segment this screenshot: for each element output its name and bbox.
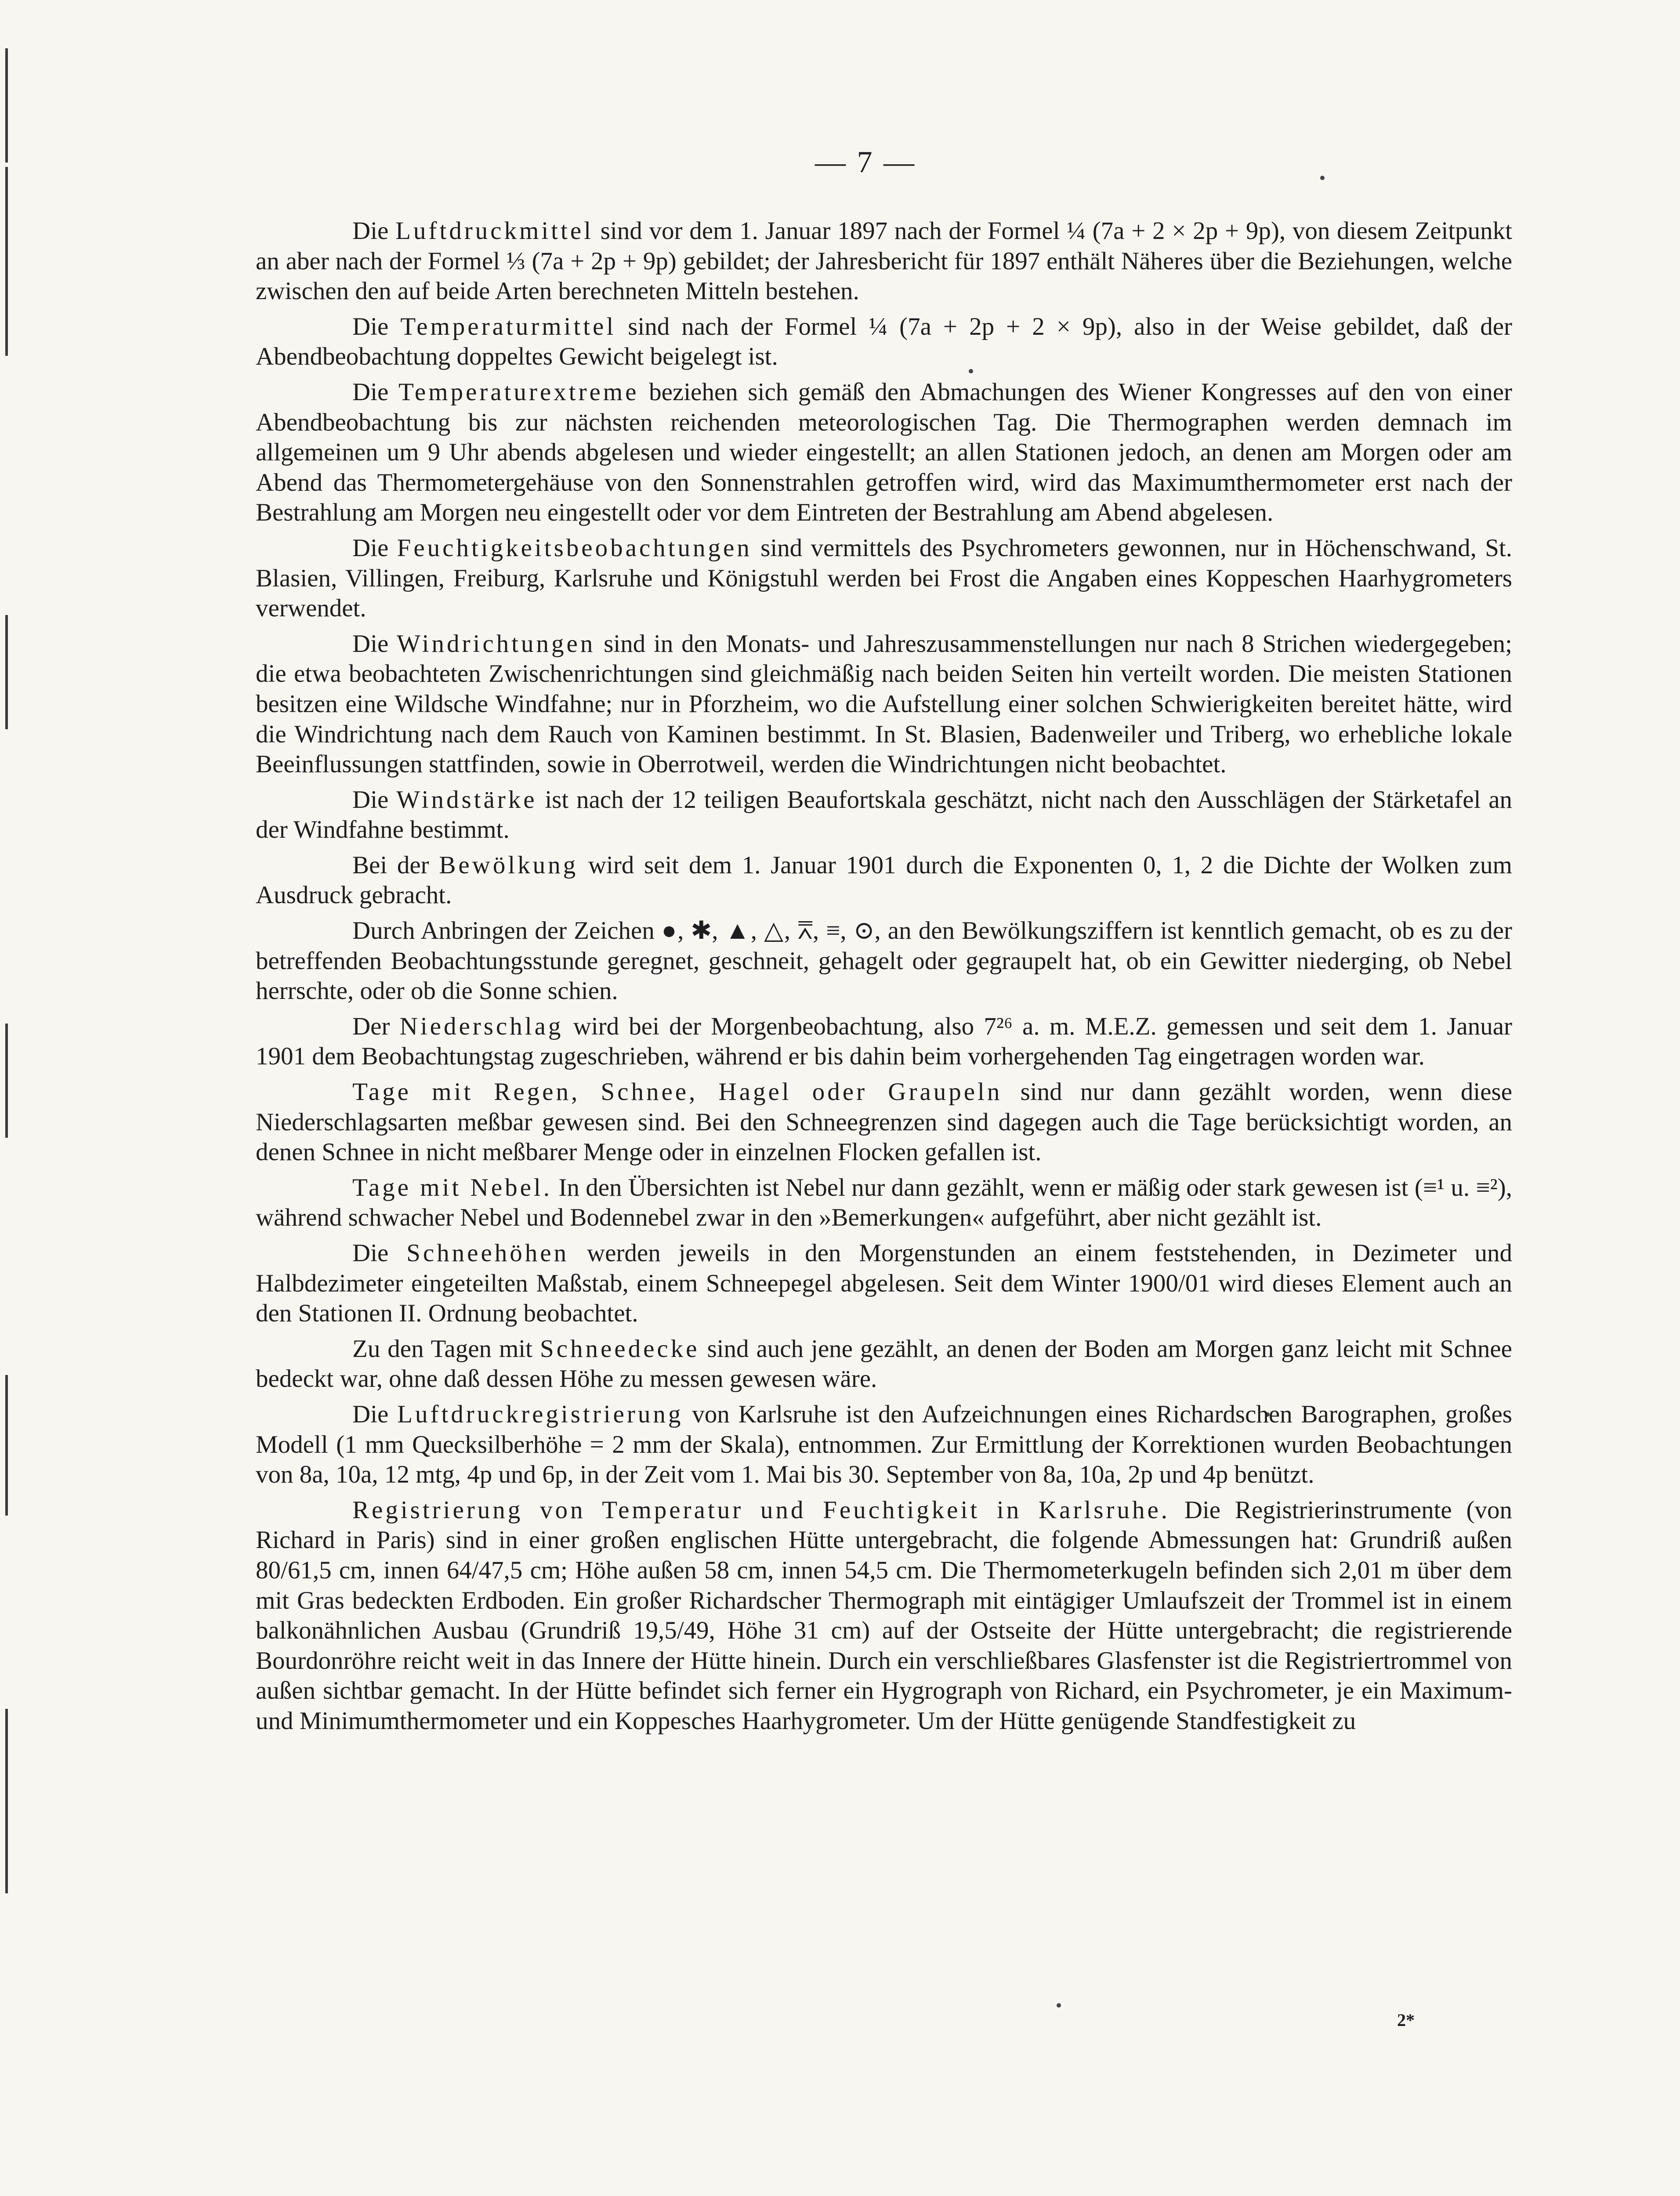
paragraph-text: In den Übersichten ist Nebel nur dann gezählt, wenn er mäßig oder stark gewesen ist (≡¹ u. ≡²), während schwacher Nebel und Bodennebel zwar in den »Bemerkungen« aufgeführt, aber nicht gezählt ist.	[256, 1173, 1513, 1232]
paragraph-term: Niederschlag	[399, 1012, 564, 1040]
paragraph-text: von Karlsruhe ist den Aufzeichnungen eines Richardschen Barographen, großes Modell (1 mm Quecksilberhöhe = 2 mm der Skala), entnommen. Zur Ermittlung der Korrektionen wurden Beobachtungen von 8a, 10a, 12 mtg, 4p und 6p, in der Zeit vom 1. Mai bis 30. September von 8a, 10a, 2p und 4p benützt.	[256, 1400, 1512, 1489]
paragraph-text: Die Registrierinstrumente (von Richard in Paris) sind in einer großen englischen Hütte untergebracht, die folgende Abmessungen hat: Grundriß außen 80/61,5 cm, innen 64/47,5 cm; Höhe außen 58 cm, innen 54,5 cm. Die Thermometerkugeln befinden sich 2,01 m über dem mit Gras bedeckten Erdboden. Ein großer Richardscher Thermograph mit eintägiger Umlaufszeit der Trommel ist in einem balkonähnlichen Ausbau (Grundriß 19,5/49, Höhe 31 cm) auf der Ostseite der Hütte untergebracht; die registrierende Bourdonröhre reicht weit in das Innere der Hütte hinein. Durch ein verschließbares Glasfenster ist die Registriertrommel von außen sichtbar gemacht. In der Hütte befindet sich ferner ein Hygrograph von Richard, ein Psychrometer, je ein Maximum- und Minimumthermometer und ein Koppesches Haarhygrometer. Um der Hütte genügende Standfestigkeit zu	[256, 1496, 1512, 1735]
paragraph-lead: Die	[352, 534, 397, 562]
paragraph-lead: Die	[352, 1400, 398, 1428]
paragraph-text: sind auch jene gezählt, an denen der Boden am Morgen ganz leicht mit Schnee bedeckt war, ohne daß dessen Höhe zu messen gewesen wäre.	[256, 1335, 1512, 1393]
paragraph-term: Bewölkung	[439, 851, 579, 879]
paragraph-lead: Der	[352, 1012, 400, 1040]
paragraph	[256, 1173, 1512, 1233]
paragraph-text: wird bei der Morgenbeobachtung, also 7²⁶ a. m. M.E.Z. gemessen und seit dem 1. Januar 1901 dem Beobachtungstag zugeschrieben, während er bis dahin beim vorhergehenden Tag eingetragen worden war.	[256, 1012, 1512, 1071]
scan-edge-mark	[5, 1375, 8, 1516]
paragraph-lead: Die	[352, 785, 397, 814]
paragraph-lead: Die	[352, 312, 401, 340]
paragraph-term: Temperaturextreme	[398, 378, 639, 406]
paragraph-term: Windstärke	[396, 785, 537, 814]
paragraph	[256, 312, 1512, 372]
paragraph-text: wird seit dem 1. Januar 1901 durch die Exponenten 0, 1, 2 die Dichte der Wolken zum Ausdruck gebracht.	[256, 851, 1513, 909]
paragraph-term: Luftdruckmittel	[395, 217, 594, 245]
paragraph	[256, 1400, 1512, 1490]
paragraph	[256, 533, 1512, 624]
paragraph-term: Feuchtigkeitsbeobachtungen	[397, 534, 752, 562]
paragraph-lead: Die	[352, 217, 396, 245]
paragraph	[256, 1238, 1512, 1329]
scan-edge-mark	[5, 615, 8, 729]
signature-mark: 2*	[1397, 2010, 1415, 2030]
paragraph	[256, 1334, 1512, 1394]
paragraph	[256, 377, 1512, 528]
paragraph-term: Registrierung von Temperatur und Feuchtigkeit in Karlsruhe.	[352, 1496, 1170, 1524]
paragraph-term: Schneehöhen	[406, 1239, 569, 1267]
scan-edge-mark	[5, 1024, 8, 1138]
paragraph	[256, 1495, 1512, 1737]
paragraph-lead: Die	[352, 629, 397, 658]
paragraph-text: sind in den Monats- und Jahreszusammenstellungen nur nach 8 Strichen wiedergegeben; die etwa beobachteten Zwischenrichtungen sind gleichmäßig nach beiden Seiten hin verteilt worden. Die meisten Stationen besitzen eine Wildsche Windfahne; nur in Pforzheim, wo die Aufstellung einer solchen Schwierigkeiten bereitet hätte, wird die Windrichtung nach dem Rauch von Kaminen bestimmt. In St. Blasien, Badenweiler und Triberg, wo erhebliche lokale Beeinflussungen stattfinden, sowie in Oberrotweil, werden die Windrichtungen nicht beobachtet.	[256, 629, 1512, 778]
paragraph	[256, 916, 1512, 1006]
paragraph-lead: Zu den Tagen mit	[352, 1335, 540, 1363]
paragraph	[256, 850, 1512, 911]
scan-speck	[1057, 2003, 1061, 2008]
paragraph	[256, 1077, 1512, 1168]
paragraph-text: werden jeweils in den Morgenstunden an einem feststehenden, in Dezimeter und Halbdezimeter eingeteilten Maßstab, einem Schneepegel abgelesen. Seit dem Winter 1900/01 wird dieses Element auch an den Stationen II. Ordnung beobachtet.	[256, 1239, 1512, 1328]
paragraph	[256, 1012, 1512, 1072]
paragraph-lead: Bei der	[352, 851, 439, 879]
paragraph-lead: Die	[352, 1239, 407, 1267]
paragraph	[256, 785, 1512, 845]
paragraph-term: Tage mit Regen, Schnee, Hagel oder Graupeln	[352, 1078, 1003, 1106]
scan-edge-mark	[5, 48, 8, 163]
paragraph-term: Tage mit Nebel.	[352, 1173, 553, 1201]
paragraph-term: Luftdruckregistrierung	[397, 1400, 684, 1428]
paragraph-text: sind vermittels des Psychrometers gewonnen, nur in Höchenschwand, St. Blasien, Villingen, Freiburg, Karlsruhe und Königstuhl werden bei Frost die Angaben eines Koppeschen Haarhygrometers verwendet.	[256, 534, 1512, 622]
page-number: — 7 —	[815, 145, 916, 179]
paragraph-text: ist nach der 12 teiligen Beaufortskala geschätzt, nicht nach den Ausschlägen der Stärketafel an der Windfahne bestimmt.	[256, 785, 1512, 844]
paragraph-lead: Die	[352, 378, 398, 406]
paragraph	[256, 629, 1512, 780]
paragraph	[256, 216, 1512, 307]
paragraph-term: Schneedecke	[539, 1335, 700, 1363]
paragraph-text: sind vor dem 1. Januar 1897 nach der Formel ¼ (7a + 2 × 2p + 9p), von diesem Zeitpunkt an aber nach der Formel ⅓ (7a + 2p + 9p) gebildet; der Jahresbericht für 1897 enthält Näheres über die Beziehungen, welche zwischen den auf beide Arten berechneten Mitteln bestehen.	[256, 217, 1512, 305]
scan-edge-mark	[5, 1709, 8, 1893]
scan-speck	[1320, 176, 1325, 180]
paragraph-term: Windrichtungen	[397, 629, 596, 658]
paragraph-text: beziehen sich gemäß den Abmachungen des Wiener Kongresses auf den von einer Abendbeobachtung bis zur nächsten reichenden meteorologischen Tag. Die Thermographen werden demnach im allgemeinen um 9 Uhr abends abgelesen und wieder eingestellt; an allen Stationen jedoch, an denen am Morgen oder am Abend das Thermometergehäuse von den Sonnenstrahlen getroffen wird, wird das Maximumthermometer erst nach der Bestrahlung am Morgen neu eingestellt oder vor dem Eintreten der Bestrahlung am Abend abgelesen.	[256, 378, 1512, 527]
paragraph-text: sind nur dann gezählt worden, wenn diese Niederschlagsarten meßbar gewesen sind. Bei den Schneegrenzen sind dagegen auch die Tage berücksichtigt worden, an denen Schnee in nicht meßbarer Menge oder in einzelnen Flocken gefallen ist.	[256, 1078, 1512, 1166]
paragraph-term: Temperaturmittel	[400, 312, 616, 340]
paragraph-text: sind nach der Formel ¼ (7a + 2p + 2 × 9p), also in der Weise gebildet, daß der Abendbeobachtung doppeltes Gewicht beigelegt ist.	[256, 312, 1512, 371]
scan-edge-mark	[5, 167, 8, 356]
paragraph-text: Durch Anbringen der Zeichen ●, ✱, ▲, △, ⩞, ≡, ⊙, an den Bewölkungsziffern ist kenntlich gemacht, ob es zu der betreffenden Beobachtungsstunde geregnet, geschneit, gehagelt oder gegraupelt hat, ob ein Gewitter niederging, ob Nebel herrschte, oder ob die Sonne schien.	[256, 917, 1512, 1005]
body-text	[256, 216, 1512, 1742]
